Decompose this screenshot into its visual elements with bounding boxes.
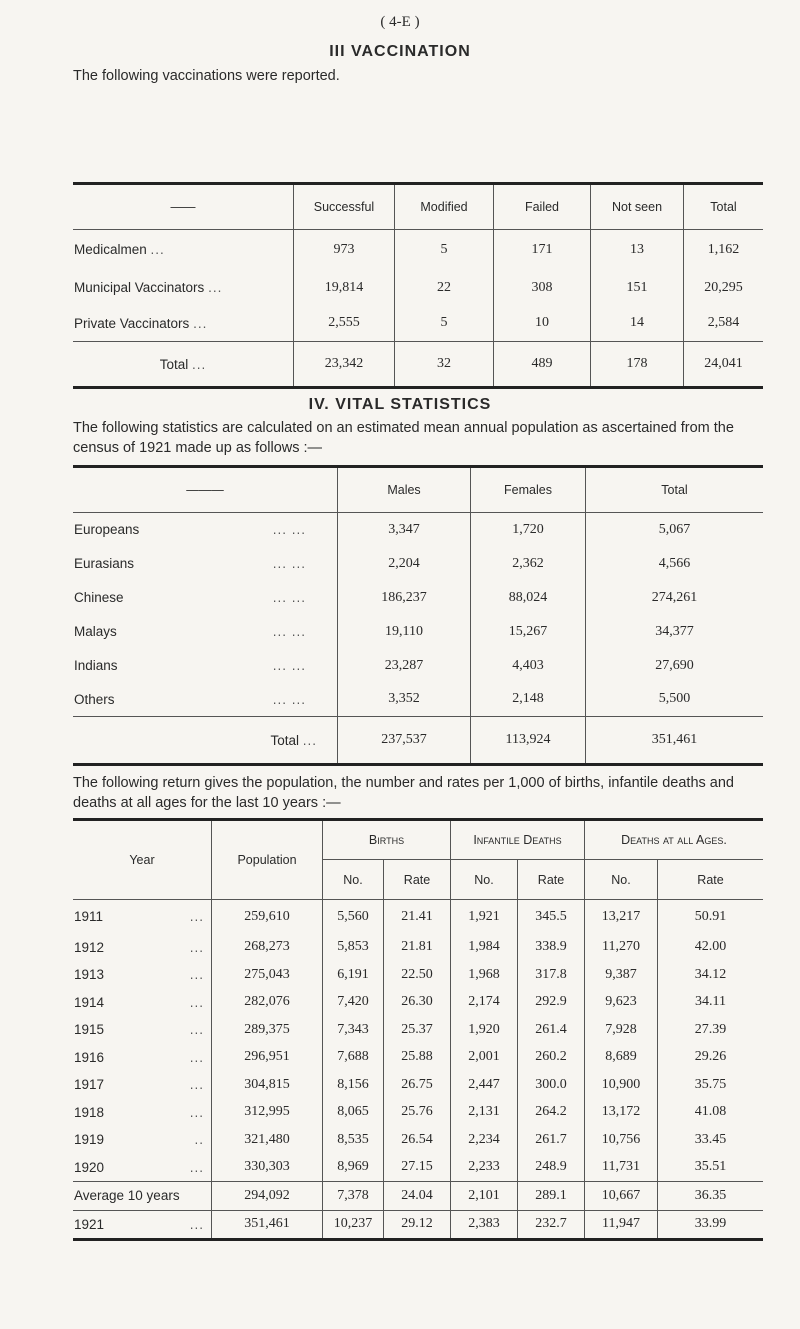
- cell: 2,383: [451, 1210, 518, 1239]
- cell: 178: [591, 342, 684, 388]
- vaccination-intro: The following vaccinations were reported.: [73, 68, 340, 84]
- cell: 275,043: [212, 961, 323, 989]
- cell: 32: [395, 342, 494, 388]
- cell: 6,191: [323, 961, 384, 989]
- leader-dots: ..: [194, 1132, 204, 1148]
- births-intro: The following return gives the population, the number and rates per 1,000 of births, infantile deaths and deaths at all ages for the last 10 years :—: [73, 775, 734, 811]
- vaccination-heading: III VACCINATION: [329, 43, 471, 60]
- col-blank: ——: [170, 200, 196, 214]
- col-total: Total: [684, 184, 764, 230]
- cell: 308: [494, 270, 591, 306]
- cell: 2,131: [451, 1099, 518, 1127]
- year-label: 1920: [74, 1159, 105, 1175]
- col-failed: Failed: [494, 184, 591, 230]
- cell: 2,555: [294, 306, 395, 342]
- table-row: [73, 513, 763, 547]
- row-label: Private Vaccinators: [74, 315, 190, 331]
- col-infantile-deaths: Infantile Deaths: [451, 820, 585, 860]
- cell: 34,377: [586, 615, 764, 649]
- cell: 10,667: [585, 1181, 658, 1210]
- leader-dots: ...: [189, 1216, 204, 1232]
- cell: 260.2: [518, 1044, 585, 1072]
- cell: 13: [591, 230, 684, 270]
- leader-dots: ...: [150, 242, 165, 258]
- row-label: Indians: [74, 658, 118, 673]
- col-not-seen: Not seen: [591, 184, 684, 230]
- cell: 2,233: [451, 1154, 518, 1182]
- cell: 321,480: [212, 1126, 323, 1154]
- table-row: [73, 581, 763, 615]
- table-row: [73, 1044, 763, 1072]
- cell: 237,537: [338, 717, 471, 765]
- cell: 300.0: [518, 1071, 585, 1099]
- cell: 151: [591, 270, 684, 306]
- cell: 19,110: [338, 615, 471, 649]
- leader-dots: ... ...: [272, 522, 306, 538]
- leader-dots: ... ...: [272, 624, 306, 639]
- cell: 33.45: [658, 1126, 764, 1154]
- leader-dots: ...: [189, 939, 204, 955]
- row-label: Municipal Vaccinators: [74, 280, 205, 295]
- table-row: [73, 961, 763, 989]
- cell: 261.7: [518, 1126, 585, 1154]
- cell: 4,403: [471, 649, 586, 683]
- cell: 7,688: [323, 1044, 384, 1072]
- cell: 24,041: [684, 342, 764, 388]
- cell: 338.9: [518, 934, 585, 962]
- cell: 10: [494, 306, 591, 342]
- cell: 1,968: [451, 961, 518, 989]
- cell: 21.41: [384, 900, 451, 934]
- cell: 8,689: [585, 1044, 658, 1072]
- cell: 274,261: [586, 581, 764, 615]
- cell: 296,951: [212, 1044, 323, 1072]
- cell: 24.04: [384, 1181, 451, 1210]
- cell: 259,610: [212, 900, 323, 934]
- cell: 2,447: [451, 1071, 518, 1099]
- cell: 14: [591, 306, 684, 342]
- cell: 34.11: [658, 989, 764, 1017]
- total-row: [73, 717, 763, 765]
- col-males: Males: [338, 467, 471, 513]
- cell: 27,690: [586, 649, 764, 683]
- vital-heading: IV. VITAL STATISTICS: [308, 396, 492, 413]
- col-total: Total: [586, 467, 764, 513]
- col-year: Year: [73, 820, 212, 900]
- year-label: 1917: [74, 1077, 105, 1093]
- leader-dots: ...: [189, 994, 204, 1010]
- cell: 11,947: [585, 1210, 658, 1239]
- total-label: Total: [270, 732, 299, 748]
- leader-dots: ...: [189, 1049, 204, 1065]
- year-label: 1915: [74, 1022, 105, 1038]
- cell: 36.35: [658, 1181, 764, 1210]
- cell: 7,378: [323, 1181, 384, 1210]
- cell: 8,065: [323, 1099, 384, 1127]
- cell: 2,584: [684, 306, 764, 342]
- cell: 5,560: [323, 900, 384, 934]
- year-label: 1921: [74, 1216, 105, 1232]
- year-label: 1913: [74, 967, 105, 983]
- cell: 1,921: [451, 900, 518, 934]
- table-row: [73, 900, 763, 934]
- cell: 25.37: [384, 1016, 451, 1044]
- population-table: [73, 465, 763, 766]
- total-row: [73, 342, 763, 388]
- year-label: 1919: [74, 1132, 105, 1148]
- cell: 1,162: [684, 230, 764, 270]
- cell: 312,995: [212, 1099, 323, 1127]
- leader-dots: ...: [189, 1104, 204, 1120]
- cell: 1,920: [451, 1016, 518, 1044]
- cell: 29.12: [384, 1210, 451, 1239]
- leader-dots: ...: [193, 315, 208, 331]
- cell: 27.15: [384, 1154, 451, 1182]
- col-deaths-no: No.: [585, 860, 658, 900]
- col-modified: Modified: [395, 184, 494, 230]
- col-deaths-rate: Rate: [658, 860, 764, 900]
- col-blank: ———: [186, 483, 224, 497]
- cell: 7,928: [585, 1016, 658, 1044]
- cell: 351,461: [586, 717, 764, 765]
- cell: 26.30: [384, 989, 451, 1017]
- cell: 13,217: [585, 900, 658, 934]
- cell: 5,500: [586, 683, 764, 717]
- table-row: [73, 934, 763, 962]
- year-label: 1914: [74, 994, 105, 1010]
- cell: 1,984: [451, 934, 518, 962]
- cell: 5: [395, 230, 494, 270]
- vital-intro: The following statistics are calculated on an estimated mean annual population as ascertained from the census of 1921 made up as follows :—: [73, 420, 734, 456]
- leader-dots: ... ...: [272, 590, 306, 605]
- cell: 11,270: [585, 934, 658, 962]
- cell: 27.39: [658, 1016, 764, 1044]
- col-births-no: No.: [323, 860, 384, 900]
- average-row: [73, 1181, 763, 1210]
- col-population: Population: [212, 820, 323, 900]
- current-year-row: [73, 1210, 763, 1239]
- cell: 973: [294, 230, 395, 270]
- cell: 9,387: [585, 961, 658, 989]
- cell: 15,267: [471, 615, 586, 649]
- cell: 7,420: [323, 989, 384, 1017]
- cell: 42.00: [658, 934, 764, 962]
- cell: 3,347: [338, 513, 471, 547]
- cell: 10,756: [585, 1126, 658, 1154]
- cell: 248.9: [518, 1154, 585, 1182]
- cell: 351,461: [212, 1210, 323, 1239]
- cell: 10,237: [323, 1210, 384, 1239]
- cell: 2,001: [451, 1044, 518, 1072]
- table-row: [73, 1126, 763, 1154]
- vaccination-table: [73, 182, 763, 389]
- cell: 22: [395, 270, 494, 306]
- cell: 23,342: [294, 342, 395, 388]
- cell: 22.50: [384, 961, 451, 989]
- cell: 11,731: [585, 1154, 658, 1182]
- cell: 88,024: [471, 581, 586, 615]
- table-row: [73, 615, 763, 649]
- cell: 489: [494, 342, 591, 388]
- leader-dots: ...: [189, 967, 204, 983]
- cell: 35.51: [658, 1154, 764, 1182]
- col-successful: Successful: [294, 184, 395, 230]
- year-label: 1916: [74, 1049, 105, 1065]
- year-label: 1912: [74, 939, 105, 955]
- leader-dots: ... ...: [272, 556, 306, 571]
- cell: 35.75: [658, 1071, 764, 1099]
- table-row: [73, 270, 763, 306]
- col-births-rate: Rate: [384, 860, 451, 900]
- cell: 8,969: [323, 1154, 384, 1182]
- cell: 25.88: [384, 1044, 451, 1072]
- table-row: [73, 1071, 763, 1099]
- table-row: [73, 1099, 763, 1127]
- cell: 29.26: [658, 1044, 764, 1072]
- cell: 5,853: [323, 934, 384, 962]
- cell: 264.2: [518, 1099, 585, 1127]
- leader-dots: ...: [208, 280, 223, 295]
- leader-dots: ...: [189, 909, 204, 925]
- leader-dots: ...: [189, 1022, 204, 1038]
- cell: 330,303: [212, 1154, 323, 1182]
- cell: 25.76: [384, 1099, 451, 1127]
- cell: 292.9: [518, 989, 585, 1017]
- cell: 317.8: [518, 961, 585, 989]
- col-females: Females: [471, 467, 586, 513]
- leader-dots: ...: [192, 356, 207, 372]
- cell: 7,343: [323, 1016, 384, 1044]
- cell: 282,076: [212, 989, 323, 1017]
- cell: 289,375: [212, 1016, 323, 1044]
- cell: 8,156: [323, 1071, 384, 1099]
- cell: 289.1: [518, 1181, 585, 1210]
- year-label: 1911: [74, 909, 104, 925]
- cell: 5,067: [586, 513, 764, 547]
- cell: 20,295: [684, 270, 764, 306]
- cell: 8,535: [323, 1126, 384, 1154]
- cell: 2,234: [451, 1126, 518, 1154]
- cell: 41.08: [658, 1099, 764, 1127]
- table-row: [73, 649, 763, 683]
- cell: 5: [395, 306, 494, 342]
- leader-dots: ... ...: [272, 691, 306, 707]
- table-row: [73, 547, 763, 581]
- cell: 1,720: [471, 513, 586, 547]
- table-row: [73, 306, 763, 342]
- cell: 21.81: [384, 934, 451, 962]
- col-infantile-no: No.: [451, 860, 518, 900]
- row-label: Eurasians: [74, 556, 135, 571]
- row-label: Medicalmen: [74, 242, 147, 258]
- cell: 345.5: [518, 900, 585, 934]
- cell: 232.7: [518, 1210, 585, 1239]
- leader-dots: ...: [189, 1159, 204, 1175]
- year-label: 1918: [74, 1104, 105, 1120]
- col-deaths-all-ages: Deaths at all Ages.: [585, 820, 764, 860]
- cell: 294,092: [212, 1181, 323, 1210]
- cell: 26.75: [384, 1071, 451, 1099]
- cell: 2,204: [338, 547, 471, 581]
- leader-dots: ... ...: [272, 658, 306, 673]
- cell: 23,287: [338, 649, 471, 683]
- cell: 2,174: [451, 989, 518, 1017]
- cell: 186,237: [338, 581, 471, 615]
- cell: 34.12: [658, 961, 764, 989]
- col-births: Births: [323, 820, 451, 860]
- cell: 261.4: [518, 1016, 585, 1044]
- row-label: Malays: [74, 624, 117, 639]
- cell: 2,362: [471, 547, 586, 581]
- table-row: [73, 1016, 763, 1044]
- cell: 9,623: [585, 989, 658, 1017]
- births-deaths-table: [73, 818, 763, 1241]
- cell: 33.99: [658, 1210, 764, 1239]
- table-row: [73, 1154, 763, 1182]
- row-label: Chinese: [74, 590, 124, 605]
- cell: 2,148: [471, 683, 586, 717]
- leader-dots: ...: [302, 732, 317, 748]
- cell: 26.54: [384, 1126, 451, 1154]
- cell: 171: [494, 230, 591, 270]
- cell: 113,924: [471, 717, 586, 765]
- table-row: [73, 683, 763, 717]
- cell: 13,172: [585, 1099, 658, 1127]
- total-label: Total: [159, 356, 189, 372]
- page-number: ( 4-E ): [380, 14, 420, 30]
- table-row: [73, 989, 763, 1017]
- cell: 2,101: [451, 1181, 518, 1210]
- year-label: Average 10 years: [74, 1188, 180, 1203]
- cell: 268,273: [212, 934, 323, 962]
- row-label: Others: [74, 691, 115, 707]
- cell: 4,566: [586, 547, 764, 581]
- row-label: Europeans: [74, 522, 140, 538]
- cell: 50.91: [658, 900, 764, 934]
- cell: 3,352: [338, 683, 471, 717]
- col-infantile-rate: Rate: [518, 860, 585, 900]
- cell: 19,814: [294, 270, 395, 306]
- cell: 304,815: [212, 1071, 323, 1099]
- table-row: [73, 230, 763, 270]
- cell: 10,900: [585, 1071, 658, 1099]
- leader-dots: ...: [189, 1077, 204, 1093]
